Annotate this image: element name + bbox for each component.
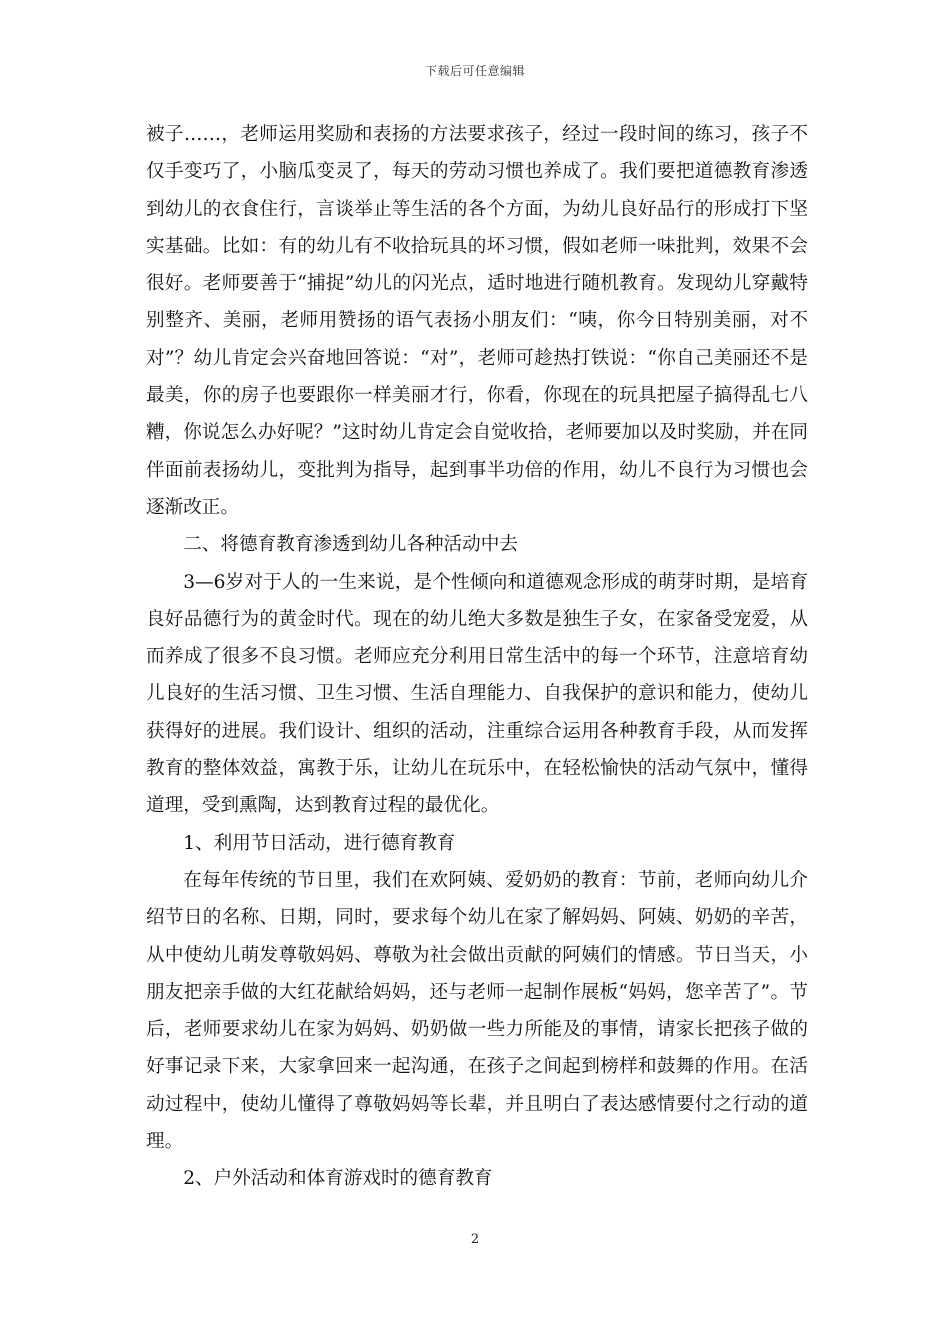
paragraph-age-development: 3—6岁对于人的一生来说，是个性倾向和道德观念形成的萌芽时期，是培育良好品德行为的黄金时代。现在的幼儿绝大多数是独生子女，在家备受宠爱，从而养成了很多不良习惯。老师应充分利用日常生活中的每一个环节，注意培育幼儿良好的生活习惯、卫生习惯、生活自理能力、自我保护的意识和能力，使幼儿获得好的进展。我们设计、组织的活动，注重综合运用各种教育手段，从而发挥教育的整体效益，寓教于乐，让幼儿在玩乐中，在轻松愉快的活动气氛中，懂得道理，受到熏陶，达到教育过程的最优化。 [146,571,808,817]
section-heading-two: 二、将德育教育渗透到幼儿各种活动中去 [183,534,518,556]
paragraph-holiday-activities: 在每年传统的节日里，我们在欢阿姨、爱奶奶的教育：节前，老师向幼儿介绍节日的名称、日期，同时，要求每个幼儿在家了解妈妈、阿姨、奶奶的辛苦，从中使幼儿萌发尊敬妈妈、尊敬为社会做出贡献的阿姨们的情感。节日当天，小朋友把亲手做的大红花献给妈妈，还与老师一起制作展板“妈妈，您辛苦了”。节后，老师要求幼儿在家为妈妈、奶奶做一些力所能及的事情，请家长把孩子做的好事记录下来，大家拿回来一起沟通，在孩子之间起到榜样和鼓舞的作用。在活动过程中，使幼儿懂得了尊敬妈妈等长辈，并且明白了表达感情要付之行动的道理。 [146,869,808,1153]
document-body [146,116,808,1198]
subsection-heading-holiday: 1、利用节日活动，进行德育教育 [183,832,456,854]
subsection-heading-outdoor: 2、户外活动和体育游戏时的德育教育 [183,1168,493,1190]
paragraph-continuation: 被子……，老师运用奖励和表扬的方法要求孩子，经过一段时间的练习，孩子不仅手变巧了，小脑瓜变灵了，每天的劳动习惯也养成了。我们要把道德教育渗透到幼儿的衣食住行，言谈举止等生活的各个方面，为幼儿良好品行的形成打下坚实基础。比如：有的幼儿有不收拾玩具的坏习惯，假如老师一味批判，效果不会很好。老师要善于“捕捉”幼儿的闪光点，适时地进行随机教育。发现幼儿穿戴特别整齐、美丽，老师用赞扬的语气表扬小朋友们：“咦，你今日特别美丽，对不对”？幼儿肯定会兴奋地回答说：“对”，老师可趁热打铁说：“你自己美丽还不是最美，你的房子也要跟你一样美丽才行，你看，你现在的玩具把屋子搞得乱七八糟，你说怎么办好呢？”这时幼儿肯定会自觉收拾，老师要加以及时奖励，并在同伴面前表扬幼儿，变批判为指导，起到事半功倍的作用，幼儿不良行为习惯也会逐渐改正。 [146,124,808,518]
page-number: 2 [470,1232,480,1247]
page-header: 下载后可任意编辑 [424,64,525,78]
